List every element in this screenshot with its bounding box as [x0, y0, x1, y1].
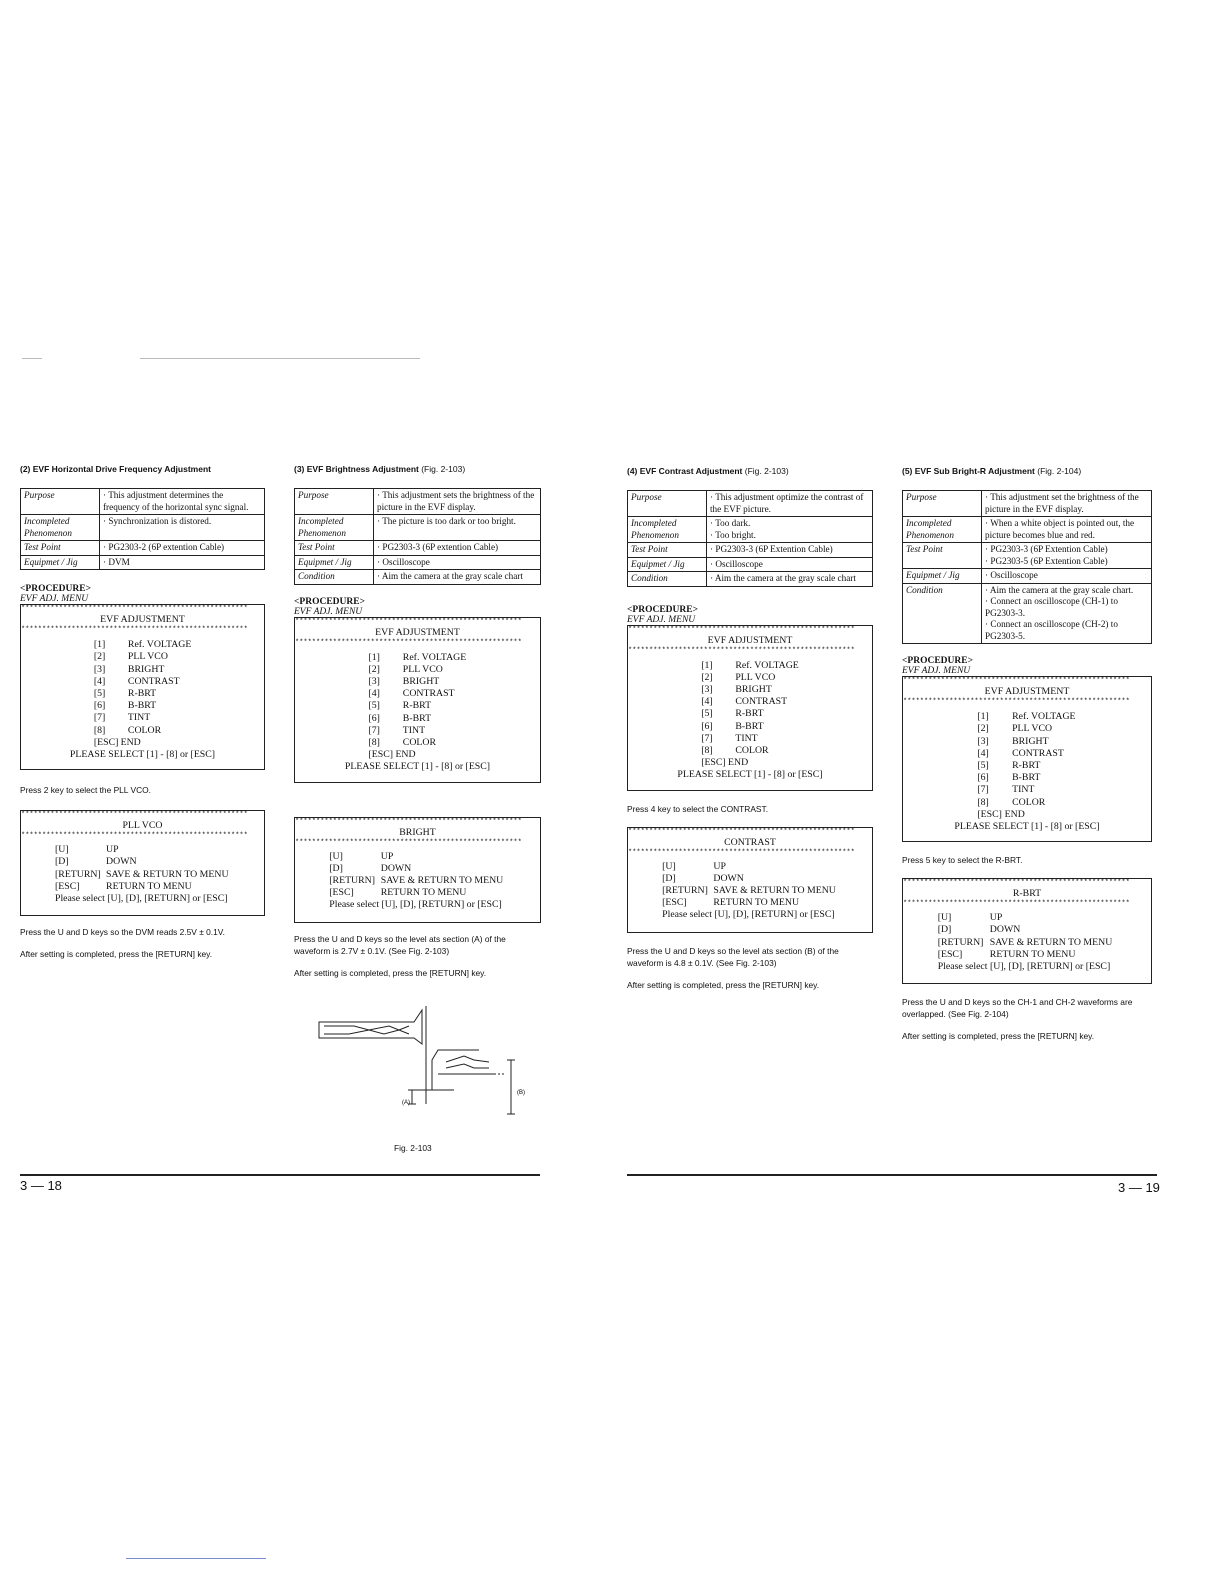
submenu-item-label: RETURN TO MENU [713, 897, 800, 909]
menu-item-label: CONTRAST [127, 675, 180, 687]
menu-caption: EVF ADJ. MENU [294, 606, 363, 617]
spec-value: · Too dark. · Too bright. [707, 517, 873, 543]
submenu-item-key: [RETURN] [662, 885, 708, 897]
menu-item [21, 639, 264, 651]
star-divider: ****************************************************** [628, 625, 855, 634]
menu-item-key: [1] [368, 651, 380, 663]
menu-item-label: Ref. VOLTAGE [735, 659, 799, 671]
menu-item-key: [8] [368, 737, 380, 749]
waveform-figure [314, 1004, 524, 1114]
menu-item-label: R-BRT [735, 708, 764, 720]
star-divider: ****************************************************** [628, 848, 855, 857]
spec-value: · The picture is too dark or too bright. [374, 515, 541, 541]
submenu-prompt: Please select [U], [D], [RETURN] or [ESC] [937, 960, 1111, 972]
menu-item-key: [3] [977, 735, 989, 747]
submenu-item [295, 887, 540, 899]
instruction-note: Press the U and D keys so the level ats section (A) of the waveform is 2.7V ± 0.1V. (See Fig. 2-103) [294, 933, 506, 956]
spec-value: · This adjustment determines the frequency of the horizontal sync signal. [100, 489, 265, 515]
menu-item-key: [8] [93, 724, 106, 736]
star-divider: ****************************************************** [21, 832, 248, 841]
menu-item-key: [4] [93, 675, 106, 687]
spec-table [294, 488, 541, 585]
evf-adjustment-menu [20, 604, 265, 770]
spec-key: Incompleted Phenomenon [628, 517, 707, 543]
page-number-right: 3 — 19 [1118, 1180, 1160, 1195]
spec-key: Purpose [628, 491, 707, 517]
submenu-item [628, 897, 872, 909]
spec-value: · PG2303-3 (6P extention Cable) [374, 541, 541, 556]
spec-key: Condition [295, 570, 374, 585]
submenu-item [21, 856, 264, 868]
menu-item [628, 721, 872, 733]
menu-item-key: [7] [701, 732, 713, 744]
menu-item [295, 737, 540, 749]
submenu-item [21, 869, 264, 881]
submenu-item-label: UP [380, 850, 394, 862]
star-divider: ****************************************************** [903, 677, 1130, 685]
menu-item-label: COLOR [127, 724, 162, 736]
menu-item-key: [1] [977, 711, 989, 723]
submenu-prompt: Please select [U], [D], [RETURN] or [ESC] [662, 909, 835, 921]
menu-item-label: Ref. VOLTAGE [127, 639, 192, 651]
submenu-item-key: [U] [55, 844, 69, 856]
menu-item-label: R-BRT [402, 700, 432, 712]
menu-prompt: PLEASE SELECT [1] - [8] or [ESC] [677, 769, 823, 781]
submenu-item [295, 851, 540, 863]
menu-item-label: B-BRT [735, 720, 764, 732]
procedure-label: <PROCEDURE> [627, 604, 698, 615]
menu-item [903, 809, 1151, 821]
menu-item-label: END [1004, 808, 1025, 820]
menu-item-key: [7] [977, 784, 989, 796]
menu-item-label: CONTRAST [1012, 747, 1064, 759]
submenu-item [295, 863, 540, 875]
fig-label-b: (B) [517, 1090, 525, 1096]
menu-item [295, 725, 540, 737]
submenu-item-label: RETURN TO MENU [989, 948, 1076, 960]
spec-key: Incompleted Phenomenon [295, 515, 374, 541]
star-divider: ****************************************************** [903, 698, 1130, 707]
submenu-item-key: [U] [662, 860, 676, 872]
menu-item-key: [4] [977, 747, 989, 759]
submenu-item-key: [ESC] [662, 897, 687, 909]
menu-item [295, 749, 540, 761]
menu-item-label: PLL VCO [127, 651, 168, 663]
spec-key: Purpose [903, 491, 982, 517]
menu-item [295, 664, 540, 676]
spec-value: · Aim the camera at the gray scale chart. · Connect an oscilloscope (CH-1) to PG2303-3. · Connect an oscilloscope (CH-2) to PG2303-5. [982, 583, 1152, 644]
submenu-prompt: Please select [U], [D], [RETURN] or [ESC] [329, 899, 502, 911]
menu-item-label: B-BRT [1012, 772, 1041, 784]
spec-key: Equipmet / Jig [903, 569, 982, 584]
menu-item [628, 672, 872, 684]
menu-item-key: [1] [701, 659, 713, 671]
submenu-item-key: [RETURN] [55, 868, 101, 880]
section-evf-sub-bright-r [902, 466, 1152, 1042]
menu-item [903, 723, 1151, 735]
menu-item [21, 651, 264, 663]
instruction-note: Press the U and D keys so the CH-1 and CH-2 waveforms are overlapped. (See Fig. 2-104) [902, 997, 1133, 1019]
spec-key: Equipmet / Jig [295, 555, 374, 570]
submenu-item-key: [U] [937, 912, 952, 924]
menu-item [903, 711, 1151, 723]
menu-title: EVF ADJUSTMENT [100, 614, 185, 625]
spec-key: Equipmet / Jig [21, 555, 100, 570]
submenu-item-label: UP [989, 912, 1003, 924]
spec-value: · PG2303-2 (6P extention Cable) [100, 541, 265, 556]
submenu-title: CONTRAST [724, 836, 776, 848]
submenu-item [903, 924, 1151, 936]
spec-table [20, 488, 265, 570]
menu-caption: EVF ADJ. MENU [902, 666, 971, 676]
select-note: Press 2 key to select the PLL VCO. [20, 785, 151, 795]
menu-item-key: [6] [701, 720, 713, 732]
submenu-item [21, 881, 264, 893]
star-divider: ****************************************************** [21, 605, 248, 613]
menu-caption: EVF ADJ. MENU [627, 614, 696, 625]
menu-item-key: [ESC] [701, 757, 726, 769]
menu-caption: EVF ADJ. MENU [20, 594, 89, 604]
section-heading: (3) EVF Brightness Adjustment (Fig. 2-103) [294, 464, 466, 474]
spec-value: · Synchronization is distored. [100, 515, 265, 541]
menu-item [628, 733, 872, 745]
menu-item-label: CONTRAST [402, 688, 455, 700]
menu-item [628, 684, 872, 696]
section-heading: (2) EVF Horizontal Drive Frequency Adjustment [20, 464, 211, 474]
pll-vco-menu [20, 810, 265, 916]
figure-caption: Fig. 2-103 [394, 1143, 432, 1153]
submenu-item-key: [ESC] [329, 887, 354, 899]
spec-key: Purpose [21, 489, 100, 515]
submenu-item [628, 885, 872, 897]
menu-prompt: PLEASE SELECT [1] - [8] or [ESC] [344, 761, 491, 773]
menu-item-key: [ESC] [977, 808, 1002, 820]
menu-item-label: BRIGHT [735, 684, 772, 696]
spec-key: Test Point [903, 543, 982, 569]
menu-item-label: BRIGHT [402, 676, 440, 688]
submenu-item-key: [D] [937, 924, 952, 936]
menu-item [628, 708, 872, 720]
evf-adjustment-menu [294, 617, 541, 783]
spec-key: Equipmet / Jig [628, 557, 707, 572]
menu-item [295, 652, 540, 664]
spec-value: · When a white object is pointed out, the picture becomes blue and red. [982, 517, 1152, 543]
menu-item-key: [ESC] [368, 749, 393, 761]
menu-item-label: Ref. VOLTAGE [402, 651, 467, 663]
menu-item [903, 772, 1151, 784]
menu-item [21, 676, 264, 688]
menu-item-key: [2] [701, 671, 713, 683]
submenu-item-key: [RETURN] [937, 936, 984, 948]
evf-adjustment-menu [902, 676, 1152, 842]
menu-item-label: COLOR [735, 745, 769, 757]
instruction-note: After setting is completed, press the [RETURN] key. [294, 967, 487, 978]
spec-key: Test Point [628, 543, 707, 558]
submenu-item-key: [ESC] [55, 880, 80, 892]
submenu-item-label: SAVE & RETURN TO MENU [106, 868, 229, 880]
submenu-item-label: RETURN TO MENU [380, 887, 467, 899]
menu-item-label: BRIGHT [1012, 735, 1049, 747]
submenu-item-key: [D] [329, 862, 343, 874]
star-divider: ****************************************************** [295, 617, 522, 626]
spec-value: · This adjustment optimize the contrast of the EVF picture. [707, 491, 873, 517]
menu-item-label: B-BRT [127, 700, 157, 712]
spec-value: · PG2303-3 (6P Extention Cable) [707, 543, 873, 558]
fig-wave-bottom [432, 1050, 479, 1090]
menu-item-key: [3] [701, 684, 713, 696]
menu-item [295, 676, 540, 688]
menu-item-key: [2] [368, 663, 380, 675]
menu-item-key: [3] [368, 676, 380, 688]
submenu-item [903, 912, 1151, 924]
procedure-label: <PROCEDURE> [294, 596, 365, 607]
spec-key: Condition [903, 583, 982, 644]
submenu-item-key: [D] [662, 872, 676, 884]
menu-item-label: R-BRT [127, 687, 157, 699]
submenu-item-label: UP [713, 860, 726, 872]
submenu-item [628, 861, 872, 873]
menu-item [903, 748, 1151, 760]
section-evf-horizontal-drive [20, 464, 265, 960]
menu-item [903, 760, 1151, 772]
submenu-item-label: DOWN [106, 856, 137, 868]
submenu-item [21, 844, 264, 856]
menu-item-label: TINT [735, 732, 758, 744]
menu-item-key: [7] [368, 724, 380, 736]
menu-item [21, 688, 264, 700]
submenu-item [628, 873, 872, 885]
menu-item-key: [8] [701, 745, 713, 757]
submenu-item-label: DOWN [989, 924, 1021, 936]
section-evf-contrast [627, 466, 873, 991]
menu-item-key: [5] [701, 708, 713, 720]
menu-prompt: PLEASE SELECT [1] - [8] or [ESC] [954, 820, 1100, 832]
menu-title: EVF ADJUSTMENT [707, 634, 793, 646]
submenu-item-label: SAVE & RETURN TO MENU [380, 875, 504, 887]
star-divider: ****************************************************** [903, 879, 1130, 887]
menu-item-label: PLL VCO [1012, 723, 1053, 735]
instruction-note: Press the U and D keys so the DVM reads 2.5V ± 0.1V. [20, 927, 225, 937]
menu-item-key: [1] [93, 639, 106, 651]
evf-adjustment-menu [627, 625, 873, 791]
submenu-item [295, 875, 540, 887]
menu-item-label: TINT [1012, 784, 1035, 796]
spec-value: · Aim the camera at the gray scale chart [707, 572, 873, 587]
submenu-title: PLL VCO [122, 820, 163, 831]
spec-key: Test Point [295, 541, 374, 556]
page-number-left: 3 — 18 [20, 1178, 62, 1193]
submenu-title: R-BRT [1012, 888, 1042, 899]
menu-title: EVF ADJUSTMENT [984, 686, 1070, 697]
select-note: Press 5 key to select the R-BRT. [902, 855, 1023, 865]
menu-item-key: [3] [93, 663, 106, 675]
menu-item-label: PLL VCO [735, 671, 776, 683]
spec-key: Test Point [21, 541, 100, 556]
r-brt-menu [902, 878, 1152, 984]
footer-rule-left [20, 1174, 540, 1176]
menu-item-label: COLOR [1012, 796, 1046, 808]
procedure-label: <PROCEDURE> [20, 584, 91, 594]
star-divider: ****************************************************** [295, 638, 522, 647]
menu-item [628, 745, 872, 757]
instruction-note: After setting is completed, press the [RETURN] key. [20, 949, 213, 959]
submenu-item-label: UP [106, 844, 119, 856]
submenu-item-label: DOWN [713, 872, 744, 884]
menu-title: EVF ADJUSTMENT [375, 626, 460, 638]
menu-item [21, 664, 264, 676]
star-divider: ****************************************************** [295, 838, 522, 847]
submenu-item-key: [ESC] [937, 948, 963, 960]
menu-item [903, 797, 1151, 809]
menu-item-key: [5] [977, 759, 989, 771]
menu-item-label: END [120, 736, 141, 748]
spec-value: · Oscilloscope [982, 569, 1152, 584]
section-heading: (5) EVF Sub Bright-R Adjustment (Fig. 2-104) [902, 466, 1082, 476]
menu-item-key: [5] [93, 687, 106, 699]
spec-value: · DVM [100, 555, 265, 570]
submenu-item [903, 937, 1151, 949]
spec-value: · Oscilloscope [374, 555, 541, 570]
menu-item-label: PLL VCO [402, 663, 443, 675]
submenu-item-key: [RETURN] [329, 875, 376, 887]
spec-value: · PG2303-3 (6P Extention Cable) · PG2303-5 (6P Extention Cable) [982, 543, 1152, 569]
fig-label-a: (A) [402, 1100, 410, 1106]
spec-value: · This adjustment sets the brightness of the picture in the EVF display. [374, 489, 541, 515]
menu-item-key: [6] [977, 772, 989, 784]
spec-table [902, 490, 1152, 644]
star-divider: ****************************************************** [21, 811, 248, 819]
menu-item-key: [4] [701, 696, 713, 708]
submenu-item-label: DOWN [380, 862, 412, 874]
menu-item-label: R-BRT [1012, 759, 1041, 771]
instruction-note: After setting is completed, press the [RETURN] key. [902, 1031, 1095, 1041]
menu-prompt: PLEASE SELECT [1] - [8] or [ESC] [69, 748, 216, 760]
footer-rule-right [627, 1174, 1157, 1176]
menu-item [21, 725, 264, 737]
section-evf-brightness [294, 464, 541, 1153]
submenu-item-label: SAVE & RETURN TO MENU [713, 885, 836, 897]
spec-key: Condition [628, 572, 707, 587]
menu-item [21, 737, 264, 749]
instruction-note: After setting is completed, press the [RETURN] key. [627, 979, 820, 990]
menu-item [21, 700, 264, 712]
menu-item [628, 696, 872, 708]
menu-item-label: Ref. VOLTAGE [1012, 711, 1076, 723]
star-divider: ****************************************************** [21, 626, 248, 635]
spec-value: · Aim the camera at the gray scale chart [374, 570, 541, 585]
menu-item-key: [6] [368, 712, 380, 724]
menu-item-label: END [728, 757, 749, 769]
submenu-title: BRIGHT [399, 826, 436, 838]
spec-value: · This adjustment set the brightness of the picture in the EVF display. [982, 491, 1152, 517]
select-note: Press 4 key to select the CONTRAST. [627, 803, 769, 814]
procedure-label: <PROCEDURE> [902, 656, 973, 666]
menu-item-key: [8] [977, 796, 989, 808]
menu-item-key: [7] [93, 712, 106, 724]
spec-key: Incompleted Phenomenon [903, 517, 982, 543]
submenu-item-label: SAVE & RETURN TO MENU [989, 936, 1113, 948]
star-divider: ****************************************************** [903, 900, 1130, 909]
menu-item [903, 736, 1151, 748]
menu-item-key: [6] [93, 700, 106, 712]
menu-item [21, 712, 264, 724]
menu-item [295, 688, 540, 700]
menu-item [903, 784, 1151, 796]
bright-menu [294, 817, 541, 923]
menu-item [628, 660, 872, 672]
submenu-item-key: [U] [329, 850, 343, 862]
spec-table [627, 490, 873, 587]
menu-item [295, 713, 540, 725]
menu-item-key: [2] [977, 723, 989, 735]
star-divider: ****************************************************** [295, 817, 522, 826]
spec-key: Purpose [295, 489, 374, 515]
menu-item-label: COLOR [402, 737, 437, 749]
menu-item-key: [4] [368, 688, 380, 700]
submenu-prompt: Please select [U], [D], [RETURN] or [ESC] [55, 892, 228, 904]
menu-item [295, 700, 540, 712]
submenu-item-label: RETURN TO MENU [106, 880, 192, 892]
spec-key: Incompleted Phenomenon [21, 515, 100, 541]
contrast-menu [627, 827, 873, 933]
menu-item-label: CONTRAST [735, 696, 788, 708]
section-heading: (4) EVF Contrast Adjustment (Fig. 2-103) [627, 466, 789, 476]
menu-item-label: B-BRT [402, 712, 432, 724]
menu-item-key: [5] [368, 700, 380, 712]
star-divider: ****************************************************** [628, 646, 855, 655]
spec-value: · Oscilloscope [707, 557, 873, 572]
menu-item-key: [ESC] [93, 736, 119, 748]
menu-item-label: TINT [402, 724, 426, 736]
instruction-note: Press the U and D keys so the level ats section (B) of the waveform is 4.8 ± 0.1V. (See Fig. 2-103) [627, 945, 839, 968]
submenu-item-key: [D] [55, 856, 69, 868]
menu-item-label: BRIGHT [127, 663, 165, 675]
menu-item-label: TINT [127, 712, 151, 724]
menu-item-label: END [395, 749, 416, 761]
submenu-item [903, 949, 1151, 961]
menu-item-key: [2] [93, 651, 106, 663]
star-divider: ****************************************************** [628, 827, 855, 836]
menu-item [628, 757, 872, 769]
